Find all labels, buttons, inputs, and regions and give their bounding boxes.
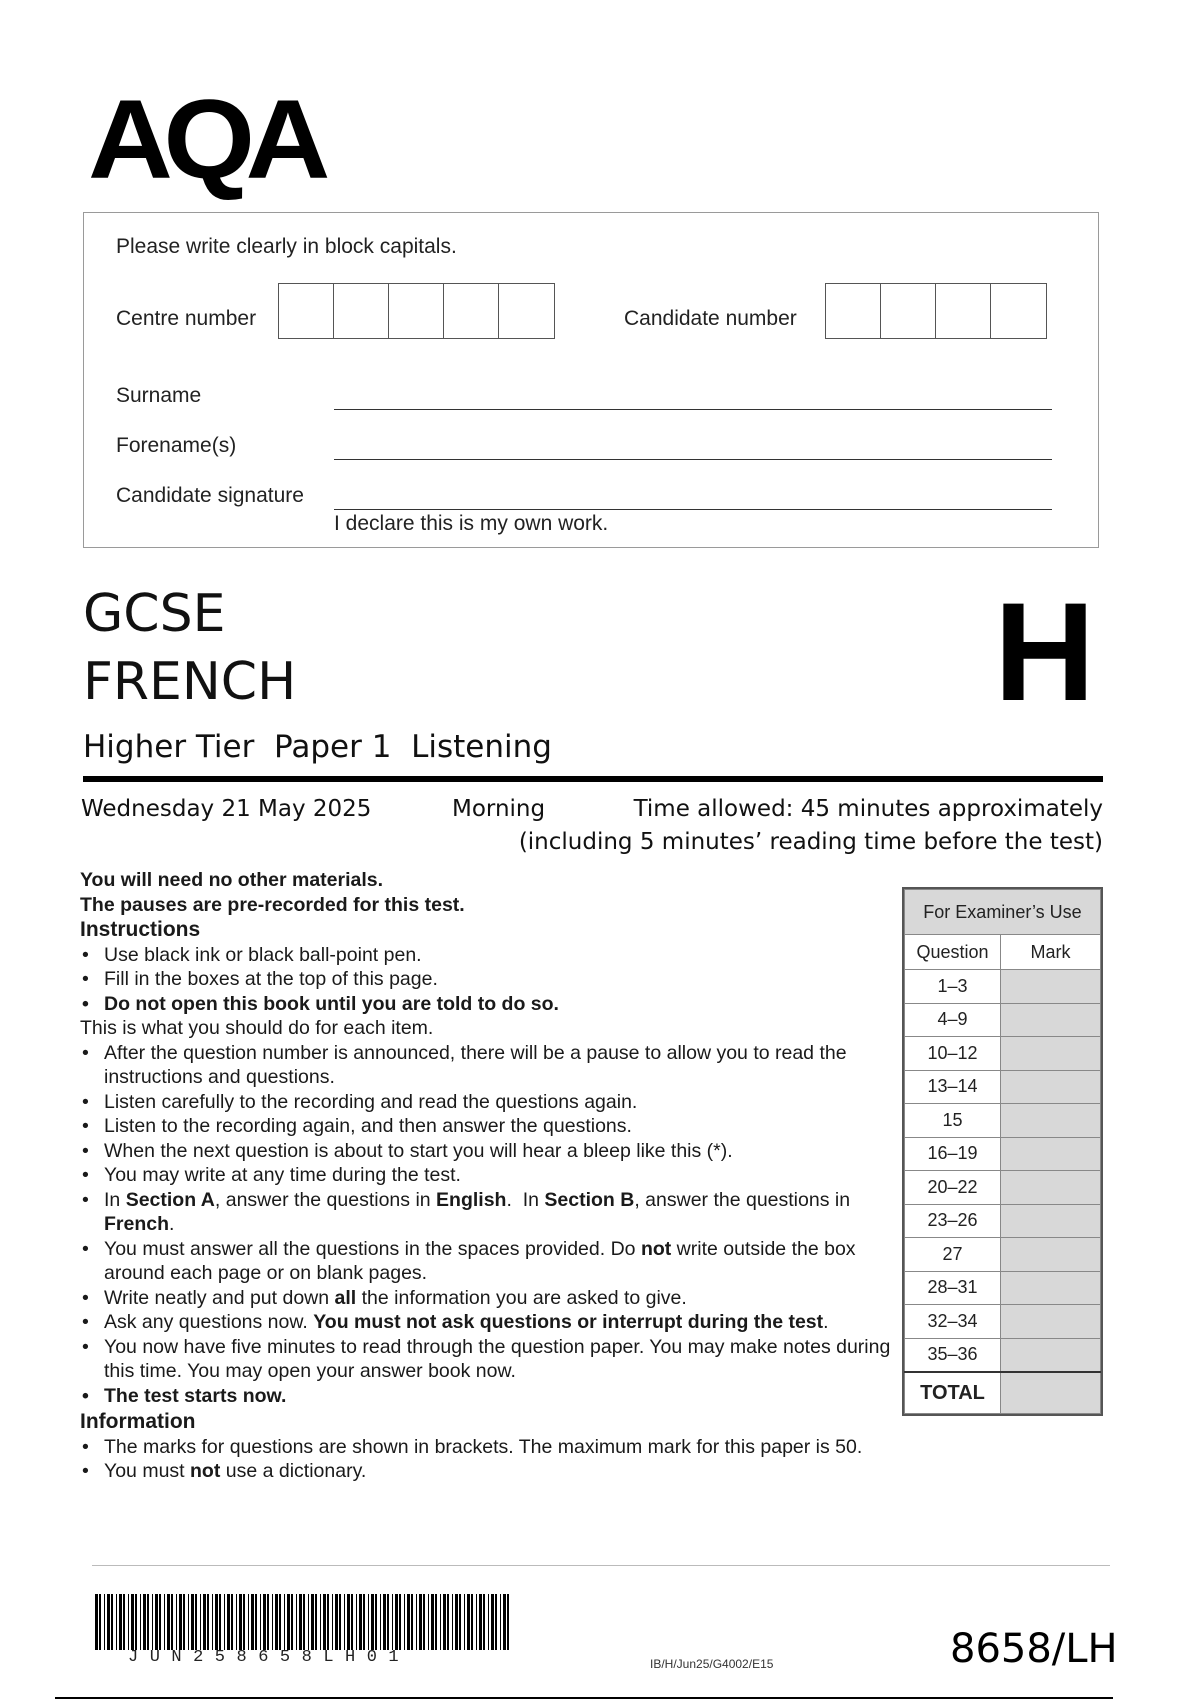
tier-letter: H (994, 573, 1096, 730)
table-row (905, 1003, 1101, 1037)
time-note: (including 5 minutes’ reading time before the test) (518, 829, 1103, 855)
page-bottom-rule (55, 1697, 1113, 1699)
exam-session: Morning (452, 796, 546, 822)
item-steps-list (80, 1041, 900, 1409)
list-item: • Listen carefully to the recording and read the questions again. (80, 1090, 900, 1115)
question-range-cell: 16–19 (905, 1137, 1001, 1171)
list-item: • In Section A, answer the questions in English. In Section B, answer the questions in French. (80, 1188, 900, 1237)
question-range-cell: 23–26 (905, 1204, 1001, 1238)
candidate-number-label: Candidate number (624, 307, 797, 330)
signature-label: Candidate signature (116, 484, 304, 507)
table-row (905, 1238, 1101, 1272)
list-item: • Ask any questions now. You must not ask questions or interrupt during the test. (80, 1310, 900, 1335)
paper-code: 8658/LH (950, 1626, 1118, 1672)
list-item: • Write neatly and put down all the information you are asked to give. (80, 1286, 900, 1311)
forenames-label: Forename(s) (116, 434, 237, 457)
question-range-cell: 1–3 (905, 970, 1001, 1004)
list-item: • The test starts now. (80, 1384, 900, 1409)
block-capitals-instruction: Please write clearly in block capitals. (116, 235, 457, 258)
mark-entry-cell[interactable] (1001, 1037, 1101, 1071)
document-reference: IB/H/Jun25/G4002/E15 (650, 1657, 774, 1671)
centre-digit-box[interactable] (499, 284, 554, 338)
table-row (905, 1338, 1101, 1372)
forenames-line[interactable] (334, 459, 1052, 460)
information-list (80, 1435, 900, 1484)
examiner-use-table (902, 887, 1103, 1416)
signature-line[interactable] (334, 509, 1052, 510)
item-intro: This is what you should do for each item. (80, 1017, 434, 1039)
candidate-digit-box[interactable] (826, 284, 881, 338)
surname-line[interactable] (334, 409, 1052, 410)
list-item: • You may write at any time during the test. (80, 1163, 900, 1188)
list-item: • Use black ink or black ball-point pen. (80, 943, 900, 968)
materials-note: You will need no other materials. (80, 869, 384, 891)
candidate-digit-box[interactable] (991, 284, 1046, 338)
centre-digit-box[interactable] (444, 284, 499, 338)
mark-entry-cell[interactable] (1001, 1204, 1101, 1238)
mark-entry-cell[interactable] (1001, 1070, 1101, 1104)
mark-entry-cell[interactable] (1001, 1104, 1101, 1138)
mark-entry-cell[interactable] (1001, 1338, 1101, 1372)
list-item: • You must answer all the questions in the spaces provided. Do not write outside the box around each page or on blank pages. (80, 1237, 900, 1286)
mark-entry-cell[interactable] (1001, 1003, 1101, 1037)
title-french: FRENCH (83, 652, 297, 712)
table-row (905, 1305, 1101, 1339)
mark-entry-cell[interactable] (1001, 1137, 1101, 1171)
footer-divider (92, 1565, 1110, 1566)
list-item: • You now have five minutes to read through the question paper. You may make notes during this time. You may open your answer book now. (80, 1335, 900, 1384)
question-range-cell: 28–31 (905, 1271, 1001, 1305)
title-divider (83, 776, 1103, 782)
mark-entry-cell[interactable] (1001, 1271, 1101, 1305)
question-column-header: Question (905, 935, 1001, 970)
mark-entry-cell[interactable] (1001, 970, 1101, 1004)
table-row (905, 970, 1101, 1004)
centre-digit-box[interactable] (334, 284, 389, 338)
table-row (905, 1271, 1101, 1305)
total-label: TOTAL (905, 1372, 1001, 1414)
list-item: • Do not open this book until you are told to do so. (80, 992, 900, 1017)
question-range-cell: 27 (905, 1238, 1001, 1272)
instructions-section (80, 868, 900, 1484)
time-allowed: Time allowed: 45 minutes approximately (633, 796, 1103, 822)
table-row (905, 1137, 1101, 1171)
table-row (905, 1204, 1101, 1238)
centre-digit-box[interactable] (279, 284, 334, 338)
barcode-text: JUN258658LH01 (128, 1648, 411, 1667)
title-gcse: GCSE (83, 584, 226, 644)
question-range-cell: 13–14 (905, 1070, 1001, 1104)
exam-date: Wednesday 21 May 2025 (81, 796, 372, 822)
examiner-table-heading: For Examiner’s Use (905, 890, 1101, 935)
mark-entry-cell[interactable] (1001, 1238, 1101, 1272)
centre-number-label: Centre number (116, 307, 257, 330)
table-row (905, 1104, 1101, 1138)
list-item: • After the question number is announced, there will be a pause to allow you to read the instructions and questions. (80, 1041, 900, 1090)
table-row (905, 1070, 1101, 1104)
paper-subtitle: Higher Tier Paper 1 Listening (83, 729, 552, 765)
list-item: • Listen to the recording again, and then answer the questions. (80, 1114, 900, 1139)
table-row (905, 1171, 1101, 1205)
information-heading: Information (80, 1410, 196, 1433)
candidate-digit-box[interactable] (936, 284, 991, 338)
mark-entry-cell[interactable] (1001, 1171, 1101, 1205)
total-mark-cell[interactable] (1001, 1372, 1101, 1414)
question-range-cell: 10–12 (905, 1037, 1001, 1071)
qualification-title (83, 580, 296, 716)
surname-label: Surname (116, 384, 202, 407)
list-item: • When the next question is about to start you will hear a bleep like this (*). (80, 1139, 900, 1164)
candidate-digit-box[interactable] (881, 284, 936, 338)
table-row (905, 1037, 1101, 1071)
mark-entry-cell[interactable] (1001, 1305, 1101, 1339)
aqa-logo: AQA (88, 77, 321, 202)
pauses-note: The pauses are pre-recorded for this test. (80, 893, 465, 916)
declaration-text: I declare this is my own work. (334, 512, 609, 535)
instructions-heading: Instructions (80, 918, 201, 941)
centre-digit-box[interactable] (389, 284, 444, 338)
question-range-cell: 35–36 (905, 1338, 1001, 1372)
centre-number-boxes[interactable] (278, 283, 555, 339)
mark-column-header: Mark (1001, 935, 1101, 970)
question-range-cell: 20–22 (905, 1171, 1001, 1205)
list-item: • The marks for questions are shown in brackets. The maximum mark for this paper is 50. (80, 1435, 900, 1460)
question-range-cell: 4–9 (905, 1003, 1001, 1037)
candidate-number-boxes[interactable] (825, 283, 1047, 339)
list-item: • You must not use a dictionary. (80, 1459, 900, 1484)
barcode-image (95, 1594, 510, 1650)
question-range-cell: 15 (905, 1104, 1001, 1138)
instructions-list (80, 943, 900, 1017)
list-item: • Fill in the boxes at the top of this page. (80, 967, 900, 992)
candidate-details-box (83, 212, 1099, 548)
question-range-cell: 32–34 (905, 1305, 1001, 1339)
